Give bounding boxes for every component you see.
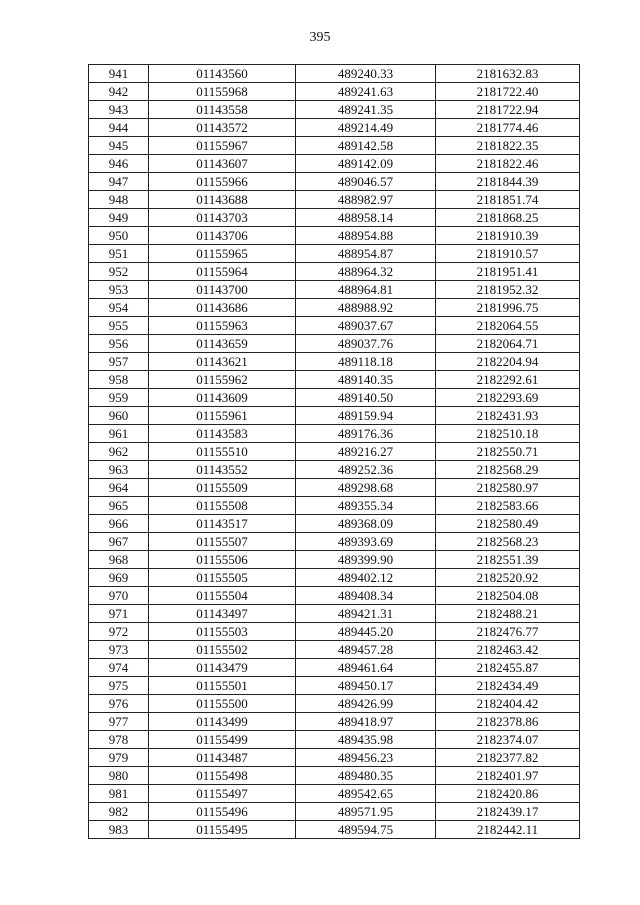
y-coordinate-cell: 2182404.42 (436, 695, 580, 713)
x-coordinate-cell: 489216.27 (296, 443, 436, 461)
row-index-cell: 957 (89, 353, 149, 371)
y-coordinate-cell: 2182476.77 (436, 623, 580, 641)
point-id-cell: 01143552 (149, 461, 296, 479)
x-coordinate-cell: 489594.75 (296, 821, 436, 839)
point-id-cell: 01155967 (149, 137, 296, 155)
point-id-cell: 01155962 (149, 371, 296, 389)
point-id-cell: 01143706 (149, 227, 296, 245)
x-coordinate-cell: 489142.09 (296, 155, 436, 173)
x-coordinate-cell: 488964.81 (296, 281, 436, 299)
x-coordinate-cell: 488964.32 (296, 263, 436, 281)
x-coordinate-cell: 489298.68 (296, 479, 436, 497)
y-coordinate-cell: 2181851.74 (436, 191, 580, 209)
table-row (89, 623, 580, 641)
y-coordinate-cell: 2181722.94 (436, 101, 580, 119)
point-id-cell: 01155499 (149, 731, 296, 749)
table-row (89, 569, 580, 587)
point-id-cell: 01143487 (149, 749, 296, 767)
point-id-cell: 01143686 (149, 299, 296, 317)
row-index-cell: 943 (89, 101, 149, 119)
table-row (89, 245, 580, 263)
row-index-cell: 945 (89, 137, 149, 155)
x-coordinate-cell: 488954.88 (296, 227, 436, 245)
row-index-cell: 980 (89, 767, 149, 785)
table-row (89, 587, 580, 605)
table-row (89, 263, 580, 281)
point-id-cell: 01155500 (149, 695, 296, 713)
row-index-cell: 941 (89, 65, 149, 83)
y-coordinate-cell: 2182463.42 (436, 641, 580, 659)
table-row (89, 479, 580, 497)
point-id-cell: 01155503 (149, 623, 296, 641)
row-index-cell: 979 (89, 749, 149, 767)
row-index-cell: 953 (89, 281, 149, 299)
y-coordinate-cell: 2181822.35 (436, 137, 580, 155)
y-coordinate-cell: 2181774.46 (436, 119, 580, 137)
table-row (89, 155, 580, 173)
x-coordinate-cell: 489426.99 (296, 695, 436, 713)
point-id-cell: 01143517 (149, 515, 296, 533)
point-id-cell: 01143700 (149, 281, 296, 299)
row-index-cell: 951 (89, 245, 149, 263)
point-id-cell: 01155965 (149, 245, 296, 263)
table-row (89, 533, 580, 551)
x-coordinate-cell: 489241.63 (296, 83, 436, 101)
point-id-cell: 01155963 (149, 317, 296, 335)
y-coordinate-cell: 2181822.46 (436, 155, 580, 173)
point-id-cell: 01155961 (149, 407, 296, 425)
y-coordinate-cell: 2182293.69 (436, 389, 580, 407)
row-index-cell: 968 (89, 551, 149, 569)
row-index-cell: 961 (89, 425, 149, 443)
row-index-cell: 964 (89, 479, 149, 497)
x-coordinate-cell: 488958.14 (296, 209, 436, 227)
point-id-cell: 01155505 (149, 569, 296, 587)
table-row (89, 659, 580, 677)
y-coordinate-cell: 2181910.57 (436, 245, 580, 263)
x-coordinate-cell: 489140.35 (296, 371, 436, 389)
row-index-cell: 950 (89, 227, 149, 245)
point-id-cell: 01143560 (149, 65, 296, 83)
x-coordinate-cell: 489393.69 (296, 533, 436, 551)
x-coordinate-cell: 489214.49 (296, 119, 436, 137)
table-row (89, 425, 580, 443)
table-row (89, 227, 580, 245)
table-row (89, 281, 580, 299)
x-coordinate-cell: 489176.36 (296, 425, 436, 443)
row-index-cell: 965 (89, 497, 149, 515)
x-coordinate-cell: 489542.65 (296, 785, 436, 803)
y-coordinate-cell: 2181996.75 (436, 299, 580, 317)
point-id-cell: 01143621 (149, 353, 296, 371)
x-coordinate-cell: 489450.17 (296, 677, 436, 695)
y-coordinate-cell: 2181952.32 (436, 281, 580, 299)
y-coordinate-cell: 2182204.94 (436, 353, 580, 371)
x-coordinate-cell: 489418.97 (296, 713, 436, 731)
x-coordinate-cell: 489140.50 (296, 389, 436, 407)
x-coordinate-cell: 489046.57 (296, 173, 436, 191)
point-id-cell: 01155509 (149, 479, 296, 497)
row-index-cell: 949 (89, 209, 149, 227)
point-id-cell: 01155497 (149, 785, 296, 803)
point-id-cell: 01155501 (149, 677, 296, 695)
x-coordinate-cell: 489457.28 (296, 641, 436, 659)
x-coordinate-cell: 489037.67 (296, 317, 436, 335)
table-row (89, 335, 580, 353)
y-coordinate-cell: 2182580.49 (436, 515, 580, 533)
x-coordinate-cell: 489118.18 (296, 353, 436, 371)
point-id-cell: 01155510 (149, 443, 296, 461)
x-coordinate-cell: 489368.09 (296, 515, 436, 533)
y-coordinate-cell: 2182442.11 (436, 821, 580, 839)
point-id-cell: 01143583 (149, 425, 296, 443)
x-coordinate-cell: 489241.35 (296, 101, 436, 119)
table-row (89, 371, 580, 389)
table-row (89, 173, 580, 191)
point-id-cell: 01155502 (149, 641, 296, 659)
row-index-cell: 958 (89, 371, 149, 389)
table-row (89, 389, 580, 407)
y-coordinate-cell: 2182064.55 (436, 317, 580, 335)
y-coordinate-cell: 2181910.39 (436, 227, 580, 245)
x-coordinate-cell: 489402.12 (296, 569, 436, 587)
table-row (89, 137, 580, 155)
row-index-cell: 963 (89, 461, 149, 479)
x-coordinate-cell: 488954.87 (296, 245, 436, 263)
x-coordinate-cell: 489435.98 (296, 731, 436, 749)
point-id-cell: 01143703 (149, 209, 296, 227)
point-id-cell: 01155498 (149, 767, 296, 785)
x-coordinate-cell: 489142.58 (296, 137, 436, 155)
row-index-cell: 970 (89, 587, 149, 605)
y-coordinate-cell: 2182504.08 (436, 587, 580, 605)
table-row (89, 317, 580, 335)
row-index-cell: 959 (89, 389, 149, 407)
y-coordinate-cell: 2181951.41 (436, 263, 580, 281)
point-id-cell: 01155966 (149, 173, 296, 191)
row-index-cell: 981 (89, 785, 149, 803)
point-id-cell: 01155964 (149, 263, 296, 281)
row-index-cell: 972 (89, 623, 149, 641)
table-body (89, 65, 580, 839)
point-id-cell: 01143479 (149, 659, 296, 677)
y-coordinate-cell: 2182064.71 (436, 335, 580, 353)
y-coordinate-cell: 2182431.93 (436, 407, 580, 425)
table-row (89, 803, 580, 821)
row-index-cell: 948 (89, 191, 149, 209)
table-row (89, 407, 580, 425)
table-row (89, 353, 580, 371)
point-id-cell: 01155508 (149, 497, 296, 515)
x-coordinate-cell: 488982.97 (296, 191, 436, 209)
y-coordinate-cell: 2182488.21 (436, 605, 580, 623)
table-row (89, 731, 580, 749)
y-coordinate-cell: 2181868.25 (436, 209, 580, 227)
point-id-cell: 01155504 (149, 587, 296, 605)
row-index-cell: 956 (89, 335, 149, 353)
row-index-cell: 976 (89, 695, 149, 713)
y-coordinate-cell: 2182580.97 (436, 479, 580, 497)
row-index-cell: 973 (89, 641, 149, 659)
x-coordinate-cell: 489240.33 (296, 65, 436, 83)
x-coordinate-cell: 489037.76 (296, 335, 436, 353)
point-id-cell: 01143558 (149, 101, 296, 119)
point-id-cell: 01155968 (149, 83, 296, 101)
table-row (89, 119, 580, 137)
table-row (89, 821, 580, 839)
table-row (89, 299, 580, 317)
table-row (89, 65, 580, 83)
x-coordinate-cell: 489480.35 (296, 767, 436, 785)
y-coordinate-cell: 2182520.92 (436, 569, 580, 587)
point-id-cell: 01143499 (149, 713, 296, 731)
x-coordinate-cell: 489252.36 (296, 461, 436, 479)
x-coordinate-cell: 489461.64 (296, 659, 436, 677)
x-coordinate-cell: 489421.31 (296, 605, 436, 623)
row-index-cell: 971 (89, 605, 149, 623)
page-number: 395 (309, 30, 331, 45)
row-index-cell: 952 (89, 263, 149, 281)
row-index-cell: 966 (89, 515, 149, 533)
table-row (89, 749, 580, 767)
y-coordinate-cell: 2182455.87 (436, 659, 580, 677)
x-coordinate-cell: 489399.90 (296, 551, 436, 569)
table-row (89, 209, 580, 227)
y-coordinate-cell: 2182568.23 (436, 533, 580, 551)
point-id-cell: 01143659 (149, 335, 296, 353)
y-coordinate-cell: 2181632.83 (436, 65, 580, 83)
point-id-cell: 01143609 (149, 389, 296, 407)
row-index-cell: 947 (89, 173, 149, 191)
row-index-cell: 967 (89, 533, 149, 551)
y-coordinate-cell: 2182434.49 (436, 677, 580, 695)
y-coordinate-cell: 2182583.66 (436, 497, 580, 515)
row-index-cell: 944 (89, 119, 149, 137)
x-coordinate-cell: 489408.34 (296, 587, 436, 605)
row-index-cell: 974 (89, 659, 149, 677)
y-coordinate-cell: 2182550.71 (436, 443, 580, 461)
x-coordinate-cell: 489456.23 (296, 749, 436, 767)
row-index-cell: 960 (89, 407, 149, 425)
table-row (89, 461, 580, 479)
row-index-cell: 946 (89, 155, 149, 173)
x-coordinate-cell: 489355.34 (296, 497, 436, 515)
y-coordinate-cell: 2182510.18 (436, 425, 580, 443)
row-index-cell: 969 (89, 569, 149, 587)
point-id-cell: 01143607 (149, 155, 296, 173)
x-coordinate-cell: 489445.20 (296, 623, 436, 641)
y-coordinate-cell: 2181722.40 (436, 83, 580, 101)
row-index-cell: 982 (89, 803, 149, 821)
table-row (89, 515, 580, 533)
table-row (89, 443, 580, 461)
point-id-cell: 01155506 (149, 551, 296, 569)
y-coordinate-cell: 2182420.86 (436, 785, 580, 803)
row-index-cell: 978 (89, 731, 149, 749)
x-coordinate-cell: 488988.92 (296, 299, 436, 317)
row-index-cell: 954 (89, 299, 149, 317)
y-coordinate-cell: 2182378.86 (436, 713, 580, 731)
y-coordinate-cell: 2182374.07 (436, 731, 580, 749)
point-id-cell: 01143572 (149, 119, 296, 137)
point-id-cell: 01143688 (149, 191, 296, 209)
table-row (89, 695, 580, 713)
y-coordinate-cell: 2182551.39 (436, 551, 580, 569)
row-index-cell: 955 (89, 317, 149, 335)
y-coordinate-cell: 2182401.97 (436, 767, 580, 785)
point-id-cell: 01155495 (149, 821, 296, 839)
point-id-cell: 01143497 (149, 605, 296, 623)
table-row (89, 83, 580, 101)
coordinates-table (88, 64, 580, 839)
row-index-cell: 977 (89, 713, 149, 731)
table-row (89, 767, 580, 785)
y-coordinate-cell: 2181844.39 (436, 173, 580, 191)
point-id-cell: 01155496 (149, 803, 296, 821)
table-row (89, 191, 580, 209)
table-row (89, 677, 580, 695)
y-coordinate-cell: 2182439.17 (436, 803, 580, 821)
y-coordinate-cell: 2182568.29 (436, 461, 580, 479)
y-coordinate-cell: 2182377.82 (436, 749, 580, 767)
table-row (89, 605, 580, 623)
table-row (89, 551, 580, 569)
x-coordinate-cell: 489159.94 (296, 407, 436, 425)
row-index-cell: 975 (89, 677, 149, 695)
table-row (89, 497, 580, 515)
x-coordinate-cell: 489571.95 (296, 803, 436, 821)
row-index-cell: 942 (89, 83, 149, 101)
table-row (89, 641, 580, 659)
row-index-cell: 983 (89, 821, 149, 839)
table-row (89, 713, 580, 731)
y-coordinate-cell: 2182292.61 (436, 371, 580, 389)
row-index-cell: 962 (89, 443, 149, 461)
table-row (89, 785, 580, 803)
point-id-cell: 01155507 (149, 533, 296, 551)
table-row (89, 101, 580, 119)
